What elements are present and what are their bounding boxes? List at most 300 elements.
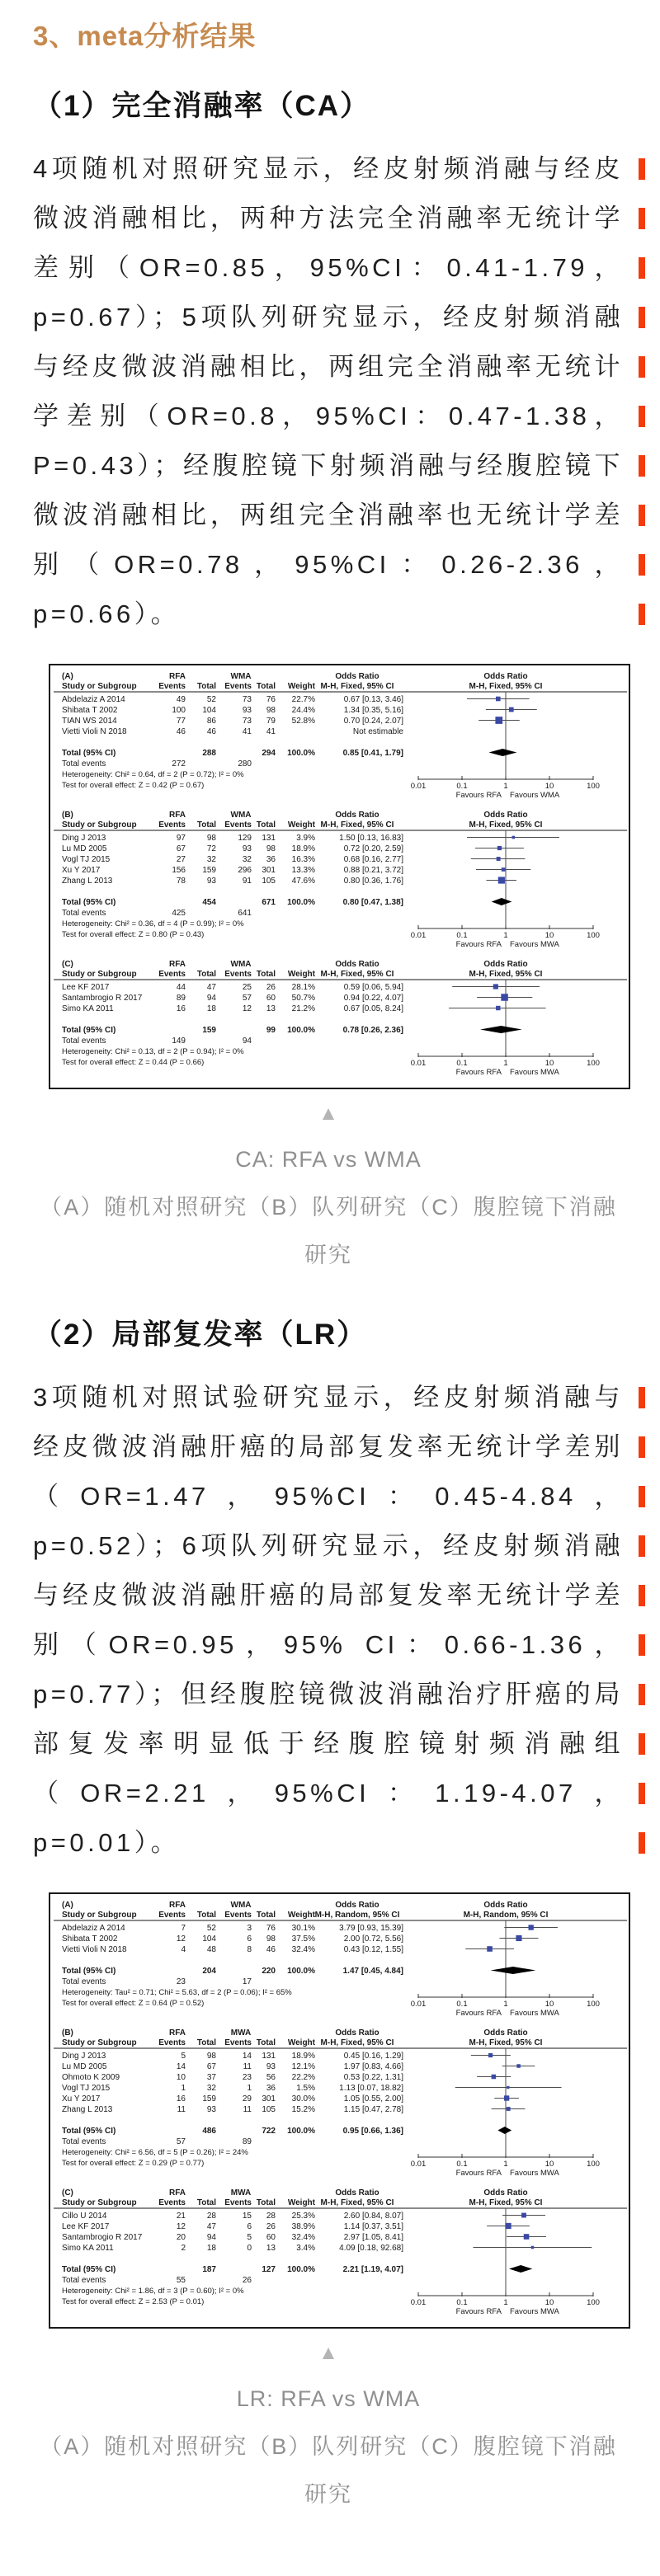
svg-text:91: 91: [242, 877, 252, 886]
svg-text:Favours MWA: Favours MWA: [510, 940, 559, 949]
svg-text:Total (95% CI): Total (95% CI): [62, 2265, 116, 2274]
svg-text:93: 93: [206, 877, 216, 886]
svg-text:0.72 [0.20, 2.59]: 0.72 [0.20, 2.59]: [343, 844, 403, 853]
svg-text:288: 288: [202, 749, 216, 758]
svg-text:30.0%: 30.0%: [291, 2094, 315, 2104]
collapse-arrow-icon[interactable]: ▲: [318, 2342, 338, 2364]
svg-text:0.59 [0.06, 5.94]: 0.59 [0.06, 5.94]: [343, 983, 403, 992]
svg-text:105: 105: [262, 877, 276, 886]
svg-text:26: 26: [242, 2276, 252, 2285]
svg-text:72: 72: [206, 844, 216, 853]
svg-text:76: 76: [266, 1924, 276, 1933]
svg-text:100: 100: [172, 706, 186, 715]
svg-text:11: 11: [243, 2105, 252, 2114]
svg-text:100: 100: [587, 931, 600, 940]
svg-text:16.3%: 16.3%: [291, 855, 315, 864]
svg-text:Heterogeneity: Chi² = 0.13, df: Heterogeneity: Chi² = 0.13, df = 2 (P = 0.94); I² = 0%: [62, 1047, 244, 1056]
svg-text:98: 98: [266, 1934, 276, 1944]
svg-text:Total: Total: [196, 820, 216, 830]
svg-text:67: 67: [176, 844, 186, 853]
forest-plot-figure-lr: [33, 1892, 624, 2518]
svg-text:16: 16: [176, 2094, 186, 2104]
svg-text:Total: Total: [196, 682, 216, 691]
forest-plot-figure-ca: [33, 664, 624, 1279]
svg-text:Weight: Weight: [287, 1911, 315, 1920]
svg-text:0.53 [0.22, 1.31]: 0.53 [0.22, 1.31]: [343, 2073, 403, 2082]
forest-plot-section-b: [51, 809, 629, 953]
svg-text:Total: Total: [256, 1911, 276, 1920]
svg-text:73: 73: [242, 717, 252, 726]
svg-text:Total events: Total events: [62, 1977, 106, 1986]
svg-text:Events: Events: [224, 1911, 252, 1920]
svg-text:Events: Events: [224, 2198, 252, 2207]
svg-text:10: 10: [544, 1059, 554, 1068]
svg-text:98: 98: [206, 834, 216, 843]
svg-text:2.97 [1.05, 8.41]: 2.97 [1.05, 8.41]: [343, 2233, 403, 2242]
svg-text:86: 86: [206, 717, 216, 726]
svg-text:Odds Ratio: Odds Ratio: [483, 1901, 528, 1910]
svg-text:Weight: Weight: [287, 682, 315, 691]
svg-text:Favours RFA: Favours RFA: [455, 1068, 502, 1077]
svg-text:100: 100: [587, 1059, 600, 1068]
svg-text:36: 36: [266, 855, 276, 864]
svg-text:Favours MWA: Favours MWA: [510, 2169, 559, 2178]
svg-text:13: 13: [266, 1004, 276, 1013]
svg-text:RFA: RFA: [169, 960, 186, 969]
svg-text:93: 93: [206, 2105, 216, 2114]
svg-text:52.8%: 52.8%: [291, 717, 315, 726]
svg-text:131: 131: [262, 2052, 276, 2061]
svg-text:641: 641: [238, 909, 252, 918]
svg-text:Vietti Violi N 2018: Vietti Violi N 2018: [62, 727, 127, 736]
svg-text:Odds Ratio: Odds Ratio: [483, 672, 528, 681]
svg-text:1: 1: [247, 2084, 252, 2093]
svg-text:Zhang L 2013: Zhang L 2013: [62, 877, 113, 886]
svg-text:Ohmoto K 2009: Ohmoto K 2009: [62, 2073, 120, 2082]
svg-text:Total events: Total events: [62, 909, 106, 918]
svg-text:Weight: Weight: [287, 820, 315, 830]
svg-text:93: 93: [242, 706, 252, 715]
svg-text:(C): (C): [62, 960, 73, 969]
svg-text:M-H, Fixed, 95% CI: M-H, Fixed, 95% CI: [320, 682, 394, 691]
svg-text:294: 294: [262, 749, 276, 758]
svg-text:12: 12: [176, 1934, 186, 1944]
svg-text:159: 159: [202, 1026, 216, 1035]
svg-text:67: 67: [206, 2062, 216, 2071]
svg-text:Total: Total: [196, 970, 216, 979]
svg-text:10: 10: [544, 2298, 554, 2307]
svg-text:0.43 [0.12, 1.55]: 0.43 [0.12, 1.55]: [343, 1945, 403, 1954]
svg-text:1.50 [0.13, 16.83]: 1.50 [0.13, 16.83]: [339, 834, 403, 843]
svg-text:60: 60: [266, 994, 276, 1003]
svg-text:23: 23: [242, 2073, 252, 2082]
svg-text:Events: Events: [158, 820, 186, 830]
svg-text:301: 301: [262, 2094, 276, 2104]
svg-text:1: 1: [503, 931, 508, 940]
svg-text:28.1%: 28.1%: [291, 983, 315, 992]
svg-text:Weight: Weight: [287, 2198, 315, 2207]
svg-text:52: 52: [206, 695, 216, 704]
svg-text:44: 44: [176, 983, 186, 992]
svg-text:49: 49: [176, 695, 186, 704]
svg-text:Favours MWA: Favours MWA: [510, 1068, 559, 1077]
svg-text:1.13 [0.07, 18.82]: 1.13 [0.07, 18.82]: [339, 2084, 403, 2093]
svg-text:0.94 [0.22, 4.07]: 0.94 [0.22, 4.07]: [343, 994, 403, 1003]
forest-plot-section-a: [51, 1899, 629, 2022]
svg-text:Events: Events: [224, 970, 252, 979]
svg-text:Total: Total: [256, 2038, 276, 2047]
svg-text:0.80 [0.47, 1.38]: 0.80 [0.47, 1.38]: [342, 898, 403, 907]
svg-text:Total: Total: [196, 2198, 216, 2207]
svg-text:204: 204: [202, 1967, 216, 1976]
svg-text:97: 97: [176, 834, 186, 843]
svg-text:18: 18: [206, 2244, 216, 2253]
section-local-recurrence: [33, 1312, 624, 2518]
svg-text:Total (95% CI): Total (95% CI): [62, 749, 116, 758]
svg-text:Heterogeneity: Chi² = 6.56, df: Heterogeneity: Chi² = 6.56, df = 5 (P = 0.26); I² = 24%: [62, 2148, 248, 2157]
svg-text:156: 156: [172, 866, 186, 875]
svg-text:Odds Ratio: Odds Ratio: [335, 960, 380, 969]
svg-text:18: 18: [206, 1004, 216, 1013]
svg-text:50.7%: 50.7%: [291, 994, 315, 1003]
svg-text:0.67 [0.05, 8.24]: 0.67 [0.05, 8.24]: [343, 1004, 403, 1013]
svg-text:28: 28: [266, 2212, 276, 2221]
svg-text:4.09 [0.18, 92.68]: 4.09 [0.18, 92.68]: [339, 2244, 403, 2253]
svg-text:4: 4: [181, 1945, 186, 1954]
svg-text:93: 93: [266, 2062, 276, 2071]
svg-text:100: 100: [587, 2000, 600, 2009]
svg-text:Total: Total: [256, 682, 276, 691]
svg-text:Heterogeneity: Tau² = 0.71; Ch: Heterogeneity: Tau² = 0.71; Chi² = 5.63, df = 2 (P = 0.06); I² = 65%: [62, 1988, 292, 1997]
svg-text:36: 36: [266, 2084, 276, 2093]
svg-text:98: 98: [266, 844, 276, 853]
svg-text:Abdelaziz A 2014: Abdelaziz A 2014: [62, 695, 125, 704]
svg-text:10: 10: [176, 2073, 186, 2082]
svg-text:32: 32: [206, 855, 216, 864]
svg-text:89: 89: [176, 994, 186, 1003]
svg-text:56: 56: [266, 2073, 276, 2082]
svg-text:100.0%: 100.0%: [287, 1967, 315, 1976]
svg-text:3: 3: [247, 1924, 252, 1933]
svg-text:1.97 [0.83, 4.66]: 1.97 [0.83, 4.66]: [343, 2062, 403, 2071]
svg-text:Odds Ratio: Odds Ratio: [483, 2188, 528, 2198]
svg-text:Total: Total: [256, 970, 276, 979]
svg-text:14: 14: [176, 2062, 186, 2071]
svg-text:0.1: 0.1: [456, 2000, 468, 2009]
svg-text:23: 23: [176, 1977, 186, 1986]
svg-text:100: 100: [587, 782, 600, 791]
svg-text:Abdelaziz A 2014: Abdelaziz A 2014: [62, 1924, 125, 1933]
svg-text:1: 1: [503, 1059, 508, 1068]
svg-text:0.01: 0.01: [410, 2160, 427, 2169]
svg-text:Ding J 2013: Ding J 2013: [62, 834, 106, 843]
svg-text:(A): (A): [62, 1901, 73, 1910]
svg-text:1.05 [0.55, 2.00]: 1.05 [0.55, 2.00]: [343, 2094, 403, 2104]
svg-text:Study or Subgroup: Study or Subgroup: [62, 820, 137, 830]
svg-text:Weight: Weight: [287, 2038, 315, 2047]
svg-text:13.3%: 13.3%: [291, 866, 315, 875]
svg-text:Not estimable: Not estimable: [352, 727, 403, 736]
section-heading-lr: （2）局部复发率（LR）: [33, 1319, 368, 1351]
svg-text:Favours RFA: Favours RFA: [455, 2307, 502, 2316]
svg-text:Total: Total: [256, 2198, 276, 2207]
svg-text:Total events: Total events: [62, 2137, 106, 2146]
svg-text:TIAN WS 2014: TIAN WS 2014: [62, 717, 117, 726]
svg-text:159: 159: [202, 866, 216, 875]
svg-text:129: 129: [238, 834, 252, 843]
svg-text:0.78 [0.26, 2.36]: 0.78 [0.26, 2.36]: [342, 1026, 403, 1035]
svg-text:M-H, Fixed, 95% CI: M-H, Fixed, 95% CI: [469, 682, 543, 691]
section-heading-ca: （1）完全消融率（CA）: [33, 90, 371, 122]
svg-text:98: 98: [206, 2052, 216, 2061]
figure-caption-title: LR: RFA vs WMA: [236, 2386, 421, 2411]
svg-text:57: 57: [176, 2137, 186, 2146]
svg-text:3.79 [0.93, 15.39]: 3.79 [0.93, 15.39]: [339, 1924, 403, 1933]
svg-text:Lee KF 2017: Lee KF 2017: [62, 983, 110, 992]
svg-text:Lu MD 2005: Lu MD 2005: [62, 2062, 107, 2071]
svg-text:14: 14: [242, 2052, 252, 2061]
svg-text:Events: Events: [224, 682, 252, 691]
svg-text:280: 280: [238, 759, 252, 769]
svg-text:28: 28: [206, 2212, 216, 2221]
svg-text:2: 2: [181, 2244, 186, 2253]
svg-text:11: 11: [177, 2105, 186, 2114]
svg-text:Test for overall effect: Z = 0: Test for overall effect: Z = 0.42 (P = 0.67): [62, 781, 205, 790]
svg-text:M-H, Fixed, 95% CI: M-H, Fixed, 95% CI: [320, 970, 394, 979]
svg-text:1.15 [0.47, 2.78]: 1.15 [0.47, 2.78]: [343, 2105, 403, 2114]
svg-text:0.95 [0.66, 1.36]: 0.95 [0.66, 1.36]: [342, 2127, 403, 2136]
svg-text:100: 100: [587, 2298, 600, 2307]
svg-text:0.01: 0.01: [410, 1059, 427, 1068]
svg-text:0.88 [0.21, 3.72]: 0.88 [0.21, 3.72]: [343, 866, 403, 875]
svg-text:M-H, Fixed, 95% CI: M-H, Fixed, 95% CI: [469, 2038, 543, 2047]
svg-text:Total events: Total events: [62, 759, 106, 769]
svg-text:15: 15: [242, 2212, 252, 2221]
svg-text:0.80 [0.36, 1.76]: 0.80 [0.36, 1.76]: [343, 877, 403, 886]
svg-text:24.4%: 24.4%: [291, 706, 315, 715]
svg-text:M-H, Random, 95% CI: M-H, Random, 95% CI: [314, 1911, 400, 1920]
svg-text:Santambrogio R 2017: Santambrogio R 2017: [62, 2233, 143, 2242]
svg-text:Events: Events: [224, 820, 252, 830]
svg-text:60: 60: [266, 2233, 276, 2242]
svg-text:104: 104: [202, 706, 216, 715]
svg-text:29: 29: [242, 2094, 252, 2104]
svg-text:73: 73: [242, 695, 252, 704]
svg-text:100.0%: 100.0%: [287, 749, 315, 758]
svg-text:Favours WMA: Favours WMA: [510, 791, 560, 800]
svg-text:32.4%: 32.4%: [291, 1945, 315, 1954]
svg-text:Ding J 2013: Ding J 2013: [62, 2052, 106, 2061]
svg-text:Vogl TJ 2015: Vogl TJ 2015: [62, 855, 111, 864]
svg-text:Total (95% CI): Total (95% CI): [62, 898, 116, 907]
svg-text:Simo KA 2011: Simo KA 2011: [62, 2244, 114, 2253]
svg-text:0.1: 0.1: [456, 2160, 468, 2169]
svg-text:76: 76: [266, 695, 276, 704]
svg-text:Odds Ratio: Odds Ratio: [483, 960, 528, 969]
svg-text:Vogl TJ 2015: Vogl TJ 2015: [62, 2084, 111, 2093]
svg-text:301: 301: [262, 866, 276, 875]
svg-text:32: 32: [206, 2084, 216, 2093]
svg-text:296: 296: [238, 866, 252, 875]
svg-text:100.0%: 100.0%: [287, 898, 315, 907]
svg-text:Heterogeneity: Chi² = 0.64, df: Heterogeneity: Chi² = 0.64, df = 2 (P = 0.72); I² = 0%: [62, 770, 244, 779]
svg-text:M-H, Random, 95% CI: M-H, Random, 95% CI: [463, 1911, 549, 1920]
svg-text:94: 94: [206, 994, 216, 1003]
svg-text:6: 6: [247, 1934, 252, 1944]
svg-text:21: 21: [176, 2212, 186, 2221]
svg-text:100.0%: 100.0%: [287, 2265, 315, 2274]
figure-caption-ca: [33, 1135, 624, 1279]
svg-text:105: 105: [262, 2105, 276, 2114]
forest-plot-section-a: [51, 670, 629, 804]
svg-text:Weight: Weight: [287, 970, 315, 979]
svg-text:Test for overall effect: Z = 0: Test for overall effect: Z = 0.80 (P = 0.43): [62, 930, 205, 939]
svg-text:22.2%: 22.2%: [291, 2073, 315, 2082]
svg-text:Events: Events: [158, 682, 186, 691]
svg-text:2.00 [0.72, 5.56]: 2.00 [0.72, 5.56]: [343, 1934, 403, 1944]
svg-text:RFA: RFA: [169, 2188, 186, 2198]
svg-text:0.85 [0.41, 1.79]: 0.85 [0.41, 1.79]: [342, 749, 403, 758]
svg-text:WMA: WMA: [230, 672, 252, 681]
svg-text:Odds Ratio: Odds Ratio: [335, 2028, 380, 2038]
svg-text:Odds Ratio: Odds Ratio: [335, 672, 380, 681]
svg-text:272: 272: [172, 759, 186, 769]
svg-text:78: 78: [176, 877, 186, 886]
svg-text:100: 100: [587, 2160, 600, 2169]
svg-text:MWA: MWA: [230, 2188, 252, 2198]
svg-text:0: 0: [247, 2244, 252, 2253]
svg-text:0.70 [0.24, 2.07]: 0.70 [0.24, 2.07]: [343, 717, 403, 726]
svg-text:0.01: 0.01: [410, 931, 427, 940]
svg-text:Total (95% CI): Total (95% CI): [62, 1026, 116, 1035]
svg-text:3.4%: 3.4%: [296, 2244, 315, 2253]
svg-text:13: 13: [266, 2244, 276, 2253]
svg-text:48: 48: [206, 1945, 216, 1954]
svg-text:M-H, Fixed, 95% CI: M-H, Fixed, 95% CI: [469, 2198, 543, 2207]
svg-text:Events: Events: [158, 970, 186, 979]
svg-text:0.01: 0.01: [410, 2000, 427, 2009]
svg-text:Xu Y 2017: Xu Y 2017: [62, 2094, 101, 2104]
svg-text:1: 1: [503, 782, 508, 791]
svg-text:671: 671: [262, 898, 276, 907]
svg-text:RFA: RFA: [169, 672, 186, 681]
svg-text:1.14 [0.37, 3.51]: 1.14 [0.37, 3.51]: [343, 2222, 403, 2231]
svg-text:0.68 [0.16, 2.77]: 0.68 [0.16, 2.77]: [343, 855, 403, 864]
svg-text:0.1: 0.1: [456, 2298, 468, 2307]
svg-text:1: 1: [503, 2160, 508, 2169]
svg-text:100.0%: 100.0%: [287, 2127, 315, 2136]
forest-plot-section-c: [51, 958, 629, 1081]
svg-text:Odds Ratio: Odds Ratio: [335, 2188, 380, 2198]
svg-text:Test for overall effect: Z = 0: Test for overall effect: Z = 0.44 (P = 0.66): [62, 1058, 205, 1067]
section-complete-ablation: [33, 83, 624, 1279]
svg-text:Study or Subgroup: Study or Subgroup: [62, 970, 137, 979]
svg-text:Test for overall effect: Z = 0: Test for overall effect: Z = 0.29 (P = 0.77): [62, 2159, 205, 2168]
svg-text:37.5%: 37.5%: [291, 1934, 315, 1944]
svg-text:Favours RFA: Favours RFA: [455, 2169, 502, 2178]
figure-caption-legend: （A）随机对照研究（B）队列研究（C）腹腔镜下消融研究: [40, 2434, 617, 2507]
svg-text:Events: Events: [224, 2038, 252, 2047]
figure-caption-lr: [33, 2375, 624, 2518]
svg-text:RFA: RFA: [169, 811, 186, 820]
svg-text:12.1%: 12.1%: [291, 2062, 315, 2071]
svg-text:454: 454: [202, 898, 216, 907]
svg-text:M-H, Fixed, 95% CI: M-H, Fixed, 95% CI: [320, 2038, 394, 2047]
svg-text:10: 10: [544, 2160, 554, 2169]
svg-text:220: 220: [262, 1967, 276, 1976]
svg-text:Xu Y 2017: Xu Y 2017: [62, 866, 101, 875]
svg-text:94: 94: [242, 1037, 252, 1046]
svg-text:Total: Total: [196, 1911, 216, 1920]
svg-text:Shibata T 2002: Shibata T 2002: [62, 1934, 118, 1944]
svg-text:Simo KA 2011: Simo KA 2011: [62, 1004, 114, 1013]
paragraph-ca: 4项随机对照研究显示，经皮射频消融与经皮微波消融相比，两种方法完全消融率无统计学差别（OR=0.85，95%CI：0.41-1.79，p=0.67）；5项队列研究显示，经皮射频消融与经皮微波消融相比，两组完全消融率无统计学差别（OR=0.8，95%CI：0.47-1.38，P=0.43）；经腹腔镜下射频消融与经腹腔镜下微波消融相比，两组完全消融率也无统计学差别（OR=0.78，95%CI：0.26-2.36，p=0.66）。: [33, 144, 624, 639]
svg-text:52: 52: [206, 1924, 216, 1933]
svg-text:89: 89: [242, 2137, 252, 2146]
page-title: 3、meta分析结果: [33, 21, 257, 51]
svg-text:8: 8: [247, 1945, 252, 1954]
svg-text:10: 10: [544, 782, 554, 791]
svg-text:Lu MD 2005: Lu MD 2005: [62, 844, 107, 853]
svg-text:98: 98: [266, 706, 276, 715]
svg-text:0.67 [0.13, 3.46]: 0.67 [0.13, 3.46]: [343, 695, 403, 704]
svg-text:2.21 [1.19, 4.07]: 2.21 [1.19, 4.07]: [342, 2265, 403, 2274]
svg-text:17: 17: [242, 1977, 252, 1986]
svg-text:Heterogeneity: Chi² = 1.86, df: Heterogeneity: Chi² = 1.86, df = 3 (P = 0.60); I² = 0%: [62, 2287, 244, 2296]
paragraph-lr: 3项随机对照试验研究显示，经皮射频消融与经皮微波消融肝癌的局部复发率无统计学差别（OR=1.47，95%CI：0.45-4.84，p=0.52）；6项队列研究显示，经皮射频消融与经皮微波消融肝癌的局部复发率无统计学差别（OR=0.95，95% CI：0.66-1.36，p=0.77）；但经腹腔镜微波消融治疗肝癌的局部复发率明显低于经腹腔镜射频消融组（OR=2.21，95%CI：1.19-4.07，p=0.01）。: [33, 1373, 624, 1868]
svg-text:41: 41: [266, 727, 276, 736]
svg-text:25.3%: 25.3%: [291, 2212, 315, 2221]
svg-text:M-H, Fixed, 95% CI: M-H, Fixed, 95% CI: [469, 820, 543, 830]
svg-text:93: 93: [242, 844, 252, 853]
svg-text:RFA: RFA: [169, 2028, 186, 2038]
svg-text:18.9%: 18.9%: [291, 844, 315, 853]
svg-text:(B): (B): [62, 811, 73, 820]
svg-text:1: 1: [503, 2000, 508, 2009]
svg-text:16: 16: [176, 1004, 186, 1013]
svg-text:Total events: Total events: [62, 2276, 106, 2285]
svg-text:11: 11: [243, 2062, 252, 2071]
svg-text:RFA: RFA: [169, 1901, 186, 1910]
svg-text:149: 149: [172, 1037, 186, 1046]
svg-text:Total events: Total events: [62, 1037, 106, 1046]
svg-text:Odds Ratio: Odds Ratio: [335, 811, 380, 820]
svg-text:Vietti Violi N 2018: Vietti Violi N 2018: [62, 1945, 127, 1954]
svg-text:1: 1: [503, 2298, 508, 2307]
svg-text:Odds Ratio: Odds Ratio: [483, 2028, 528, 2038]
svg-text:41: 41: [242, 727, 252, 736]
svg-text:55: 55: [176, 2276, 186, 2285]
svg-text:77: 77: [176, 717, 186, 726]
svg-text:100.0%: 100.0%: [287, 1026, 315, 1035]
svg-text:1.5%: 1.5%: [296, 2084, 315, 2093]
svg-text:12: 12: [242, 1004, 252, 1013]
svg-text:Total: Total: [196, 2038, 216, 2047]
svg-text:159: 159: [202, 2094, 216, 2104]
svg-text:26: 26: [266, 983, 276, 992]
svg-text:Lee KF 2017: Lee KF 2017: [62, 2222, 110, 2231]
svg-text:7: 7: [181, 1924, 186, 1933]
svg-text:0.45 [0.16, 1.29]: 0.45 [0.16, 1.29]: [343, 2052, 403, 2061]
svg-text:Total (95% CI): Total (95% CI): [62, 2127, 116, 2136]
svg-text:57: 57: [242, 994, 252, 1003]
collapse-arrow-icon[interactable]: ▲: [318, 1102, 338, 1125]
svg-text:21.2%: 21.2%: [291, 1004, 315, 1013]
svg-text:1: 1: [181, 2084, 186, 2093]
svg-text:Shibata T 2002: Shibata T 2002: [62, 706, 118, 715]
svg-text:38.9%: 38.9%: [291, 2222, 315, 2231]
svg-text:104: 104: [202, 1934, 216, 1944]
